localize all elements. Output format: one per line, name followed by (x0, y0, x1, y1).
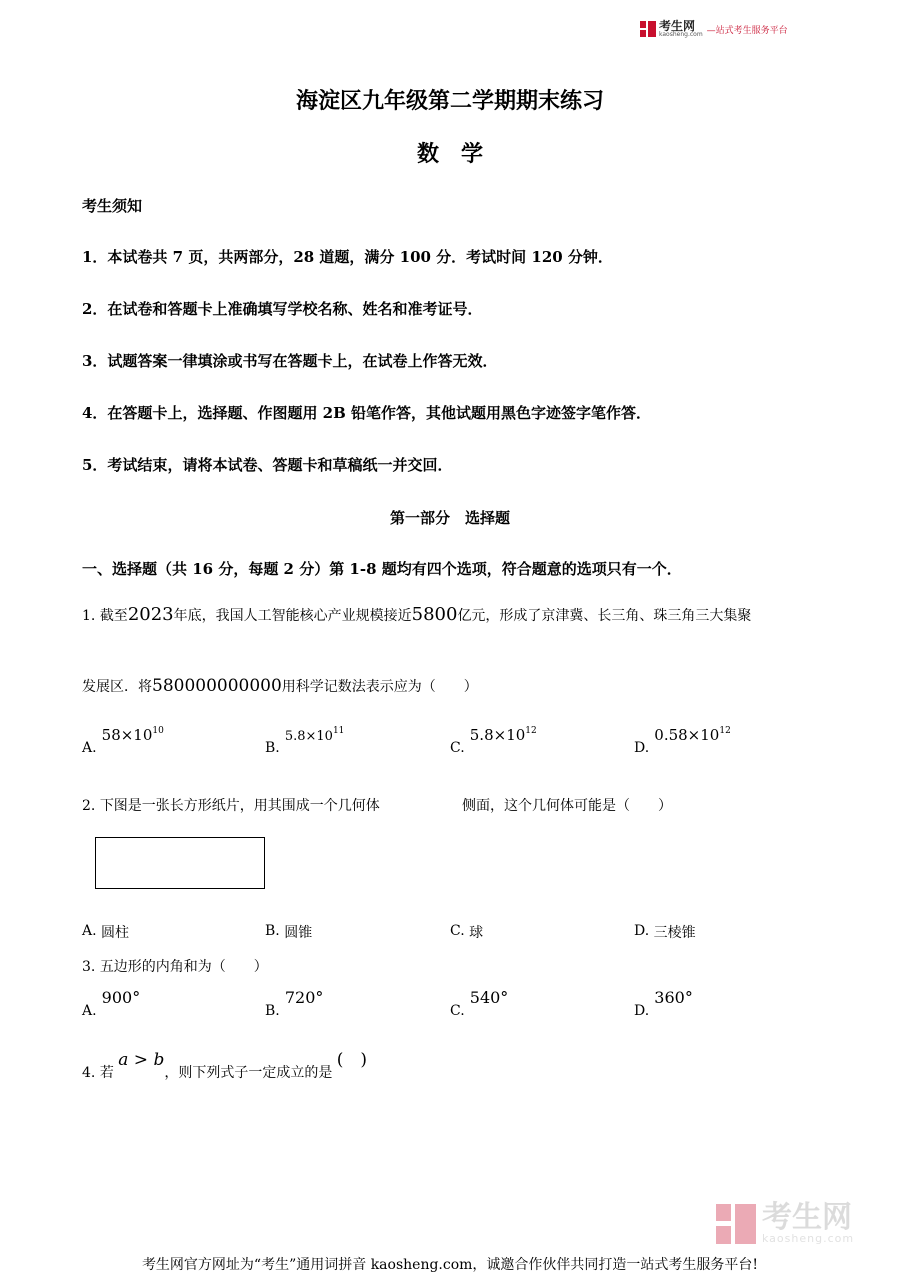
q3-option-c[interactable] (450, 988, 509, 1019)
q1-year: 2023 (127, 604, 174, 625)
question-2-line1 (82, 795, 380, 815)
q1-big-number: 580000000000 (152, 676, 282, 696)
option-value: 三棱锥 (653, 925, 696, 941)
option-value: 5.8×10 (469, 726, 526, 744)
option-label: A. (82, 1003, 97, 1019)
q1-amount: 5800 (411, 604, 458, 625)
q4-paren: ( ) (336, 1050, 368, 1070)
header-slogan: —站式考生服务平台 (706, 25, 788, 36)
q3-text: 五边形的内角和为（ ） (99, 959, 268, 975)
section-heading: 一、选择题（共 16 分，每题 2 分）第 1-8 题均有四个选项，符合题意的选项只有一个． (82, 560, 682, 578)
notice-item-3: 3．试题答案一律填涂或书写在答题卡上，在试卷上作答无效． (82, 352, 498, 370)
watermark-brand: 考生网 (762, 1200, 852, 1235)
question-1-line1 (82, 604, 751, 625)
q1-option-d[interactable] (634, 725, 731, 756)
q3-option-d[interactable] (634, 988, 693, 1019)
option-value: 5.8×10 (284, 729, 333, 744)
option-label: D. (634, 923, 650, 939)
q1-text-e: 用科学记数法表示应为（ ） (281, 679, 478, 695)
option-value: 720° (284, 988, 324, 1007)
option-exponent: 10 (152, 726, 164, 736)
q1-option-c[interactable] (450, 725, 537, 756)
page-title: 海淀区九年级第二学期期末练习 (295, 88, 604, 114)
q1-option-a[interactable] (82, 725, 164, 756)
q2-text-a: 下图是一张长方形纸片，用其围成一个几何体 (99, 798, 380, 814)
notice-item-4: 4．在答题卡上，选择题、作图题用 2B 铅笔作答，其他试题用黑色字迹签字笔作答． (82, 404, 652, 422)
option-exponent: 12 (525, 726, 537, 736)
option-label: C. (450, 1003, 465, 1019)
q3-number: 3. (82, 959, 96, 975)
q2-number: 2. (82, 798, 96, 814)
question-2-line1-tail: 侧面，这个几何体可能是（ ） (462, 798, 672, 814)
q4-text-a: 若 (99, 1065, 114, 1081)
watermark-icon (716, 1204, 756, 1244)
page-footer: 考生网官方网址为“考生”通用词拼音 kaosheng.com，诚邀合作伙伴共同打造一站式考生服务平台! (141, 1257, 759, 1273)
option-label: C. (450, 740, 465, 756)
q1-number: 1. (82, 608, 96, 624)
notice-item-5: 5．考试结束，请将本试卷、答题卡和草稿纸一并交回． (82, 456, 453, 474)
q2-option-d[interactable] (634, 920, 696, 940)
q3-option-a[interactable] (82, 988, 141, 1019)
watermark-logo (716, 1200, 855, 1245)
header-brand: 考生网 (659, 19, 696, 33)
q4-number: 4. (82, 1065, 96, 1081)
q2-option-b[interactable] (265, 920, 312, 940)
notice-item-1: 1．本试卷共 7 页，共两部分，28 道题，满分 100 分．考试时间 120 分钟． (82, 248, 613, 266)
header-domain: kaosheng.com (659, 31, 703, 38)
option-value: 圆锥 (284, 925, 313, 941)
option-label: D. (634, 1003, 650, 1019)
option-value: 圆柱 (101, 925, 130, 941)
option-label: A. (82, 740, 97, 756)
option-label: C. (450, 923, 465, 939)
watermark-domain: kaosheng.com (762, 1232, 855, 1245)
q1-text-a: 截至 (99, 608, 128, 624)
option-label: D. (634, 740, 650, 756)
q1-text-d: 发展区．将 (82, 679, 152, 695)
option-label: B. (265, 1003, 280, 1019)
q1-option-b[interactable] (265, 725, 345, 756)
q1-text-c: 亿元，形成了京津冀、长三角、珠三角三大集聚 (457, 608, 752, 624)
option-value: 58×10 (101, 726, 153, 744)
question-4 (82, 1045, 368, 1081)
q1-text-b: 年底，我国人工智能核心产业规模接近 (173, 608, 412, 624)
q2-option-c[interactable] (450, 920, 483, 940)
logo-icon (640, 21, 656, 37)
rectangle-paper-figure (95, 837, 265, 889)
question-1-line2 (82, 676, 478, 696)
q2-option-a[interactable] (82, 920, 129, 940)
notice-heading: 考生须知 (82, 197, 143, 215)
q3-option-b[interactable] (265, 988, 324, 1019)
option-value: 球 (469, 925, 484, 941)
part1-heading: 第一部分 选择题 (389, 509, 510, 527)
q4-text-b: ，则下列式子一定成立的是 (164, 1065, 333, 1081)
option-label: B. (265, 923, 280, 939)
option-exponent: 12 (719, 726, 731, 736)
option-label: A. (82, 923, 97, 939)
notice-item-2: 2．在试卷和答题卡上准确填写学校名称、姓名和准考证号． (82, 300, 483, 318)
option-label: B. (265, 740, 280, 756)
option-value: 900° (101, 988, 141, 1007)
option-exponent: 11 (332, 726, 345, 736)
q4-condition: a > b (118, 1050, 165, 1070)
question-3 (82, 956, 268, 976)
option-value: 0.58×10 (654, 726, 720, 744)
option-value: 360° (654, 988, 693, 1007)
header-logo (640, 20, 788, 38)
option-value: 540° (469, 988, 509, 1007)
subject-title: 数 学 (416, 141, 483, 167)
